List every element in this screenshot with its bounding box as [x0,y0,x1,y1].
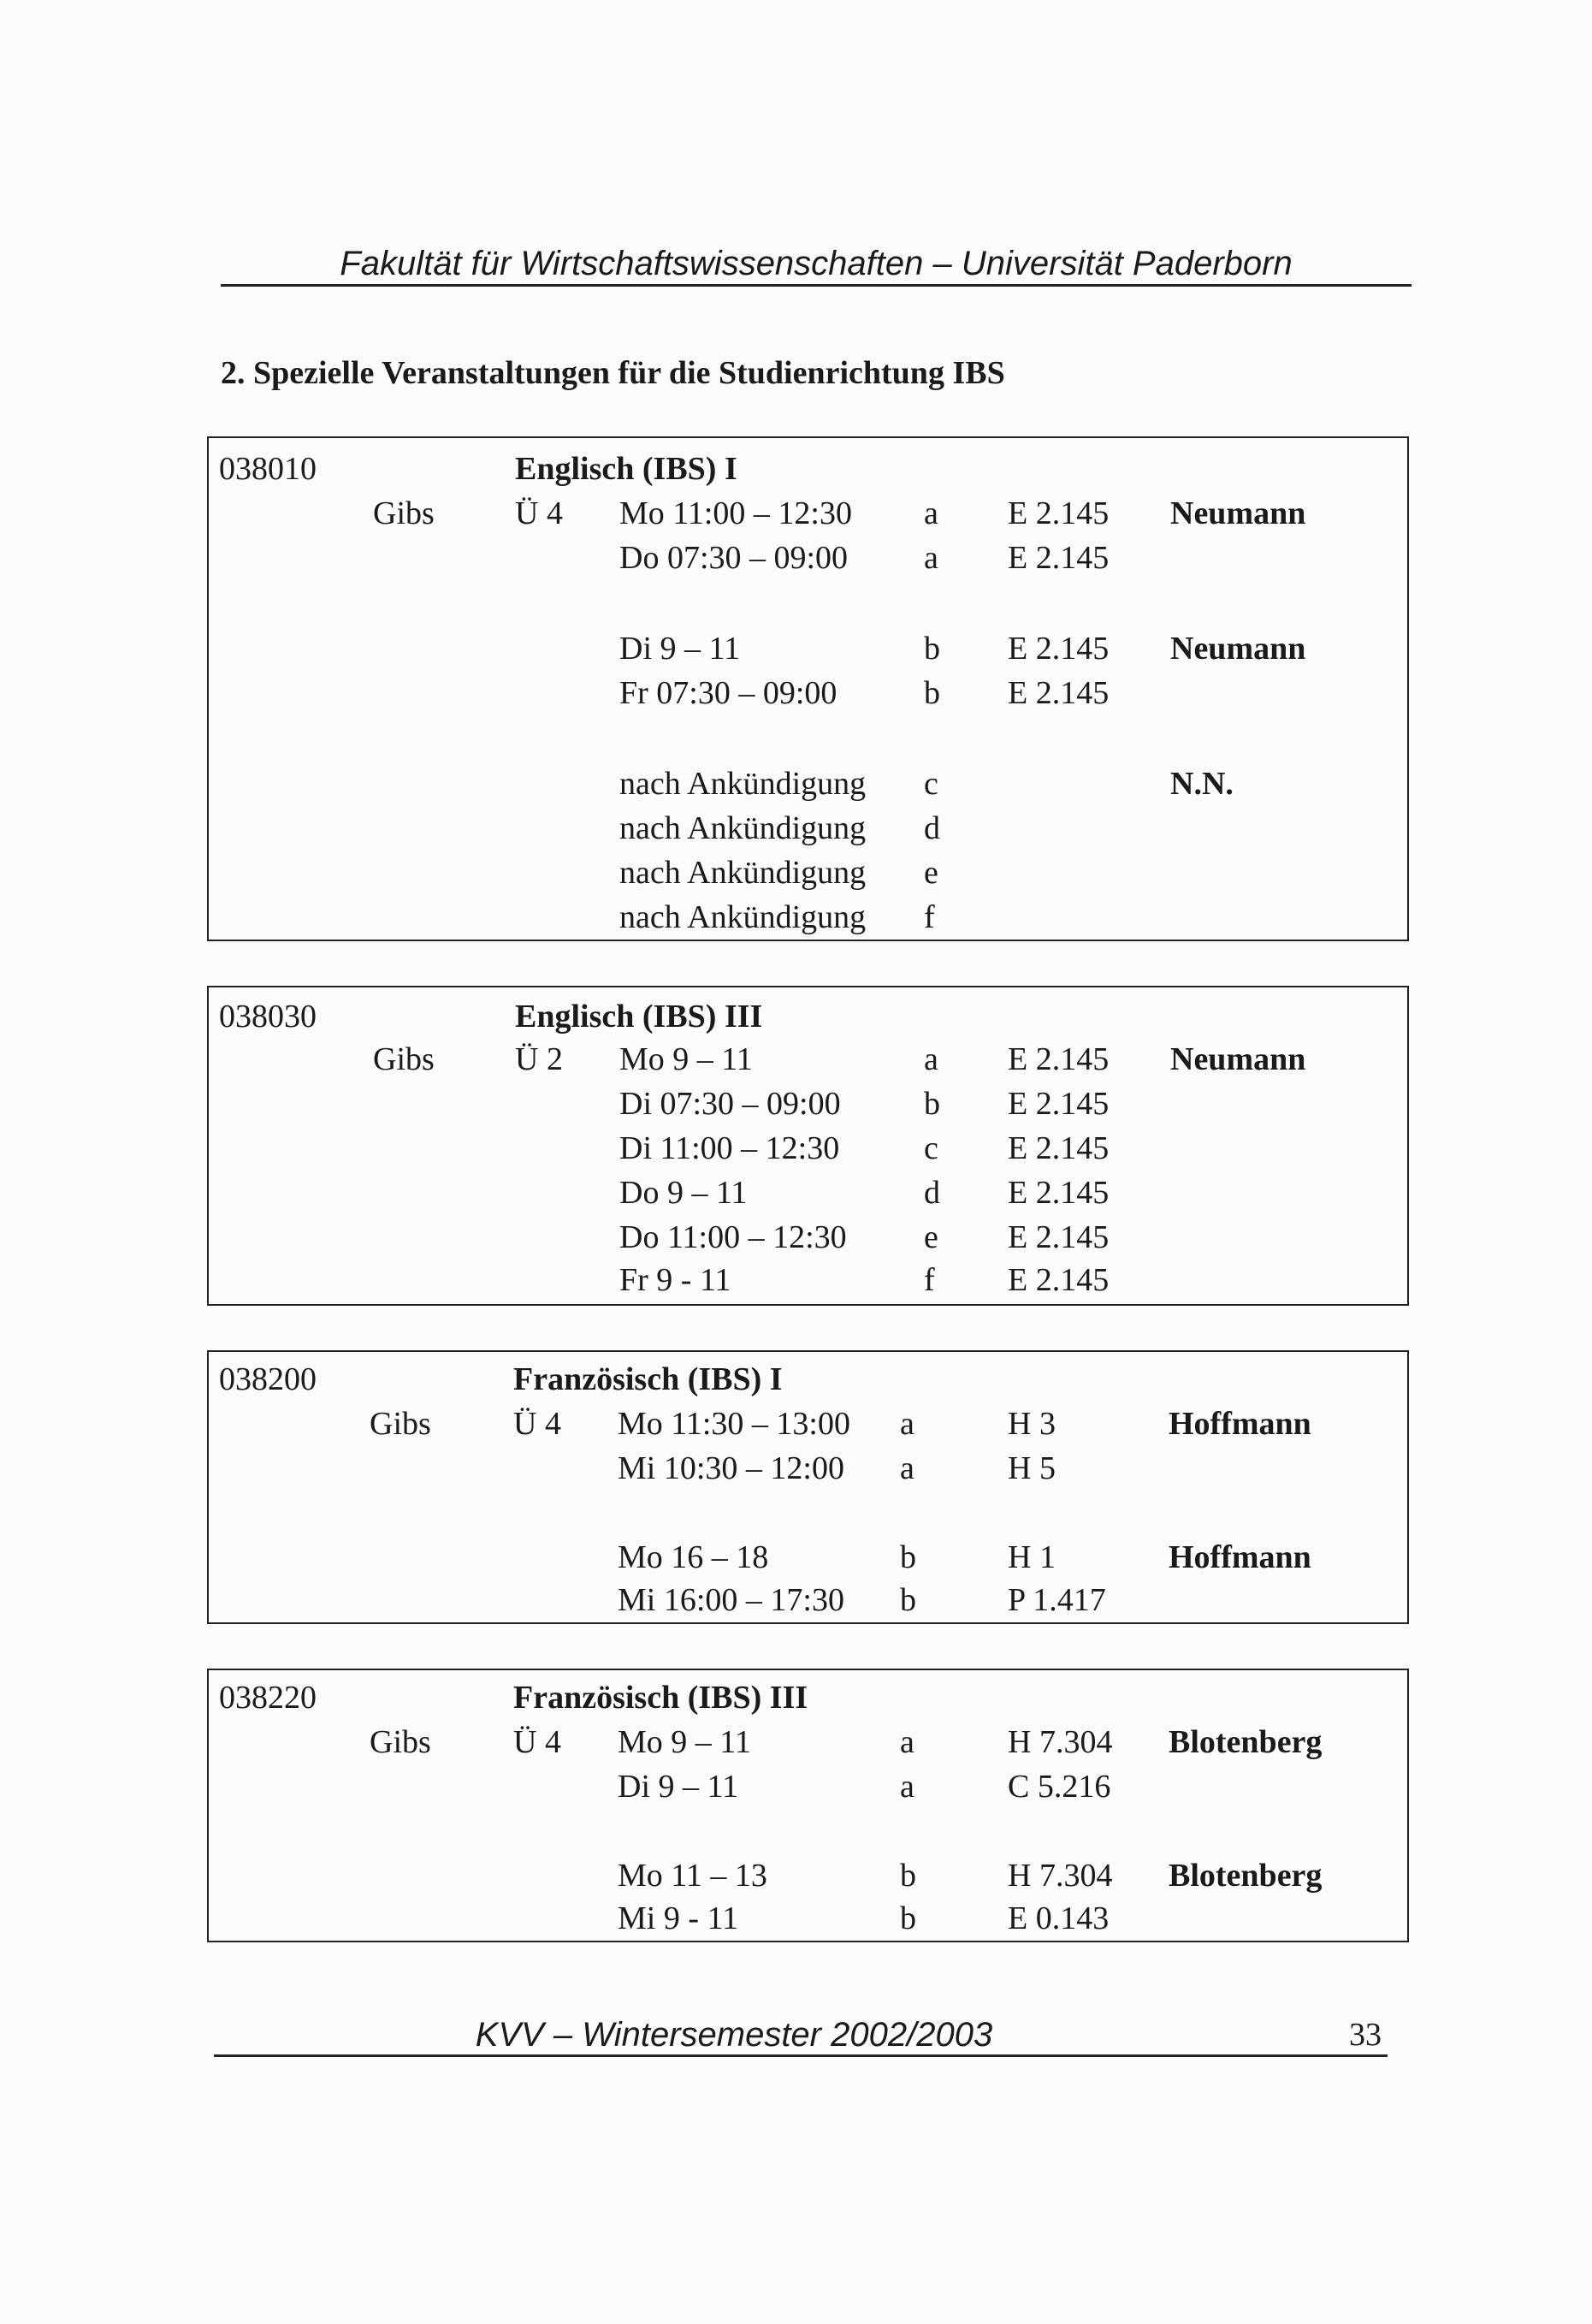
session-room: H 3 [1008,1406,1056,1442]
course-box [207,1669,1409,1942]
session-room: E 0.143 [1008,1900,1110,1936]
session-time: nach Ankündigung [619,810,867,846]
session-lecturer: Blotenberg [1169,1858,1323,1894]
session-group: c [924,766,938,802]
session-lecturer: Hoffmann [1169,1539,1311,1575]
course-type: Gibs [370,1724,431,1760]
session-room: E 2.145 [1008,1219,1110,1255]
course-sws: Ü 4 [513,1724,561,1760]
session-group: b [900,1539,916,1575]
session-lecturer: N.N. [1170,766,1234,802]
section-title: 2. Spezielle Veranstaltungen für die Studienrichtung IBS [221,355,1005,391]
session-group: b [900,1858,916,1894]
session-group: a [924,495,938,531]
course-sws: Ü 2 [515,1041,563,1077]
session-group: d [924,810,940,846]
session-group: f [924,899,935,935]
session-group: e [924,1219,938,1255]
course-sws: Ü 4 [513,1406,561,1442]
session-time: Mi 9 - 11 [618,1900,739,1936]
session-group: b [924,675,940,711]
session-group: a [924,540,938,576]
session-time: Mi 10:30 – 12:00 [618,1450,844,1486]
course-box [207,986,1409,1306]
session-time: Di 9 – 11 [618,1769,739,1805]
course-sws: Ü 4 [515,495,563,531]
course-id: 038220 [219,1680,317,1716]
session-lecturer: Hoffmann [1169,1406,1311,1442]
session-time: Di 11:00 – 12:30 [619,1130,840,1166]
session-room: E 2.145 [1008,1262,1110,1298]
session-time: nach Ankündigung [619,899,867,935]
session-lecturer: Neumann [1170,495,1306,531]
session-time: Do 11:00 – 12:30 [619,1219,847,1255]
course-title: Französisch (IBS) III [513,1680,808,1716]
session-room: P 1.417 [1008,1582,1106,1618]
session-time: Do 07:30 – 09:00 [619,540,849,576]
session-time: Do 9 – 11 [619,1175,748,1211]
session-lecturer: Blotenberg [1169,1724,1323,1760]
session-time: Fr 9 - 11 [619,1262,731,1298]
session-group: b [924,1086,940,1122]
course-box [207,1350,1409,1624]
course-type: Gibs [373,1041,435,1077]
course-id: 038030 [219,999,317,1035]
page-number: 33 [1349,2017,1382,2053]
session-time: Mo 16 – 18 [618,1539,769,1575]
course-title: Englisch (IBS) III [515,999,763,1035]
session-room: H 1 [1008,1539,1056,1575]
session-lecturer: Neumann [1170,631,1306,667]
footer-title: KVV – Wintersemester 2002/2003 [475,2016,993,2054]
session-lecturer: Neumann [1170,1041,1306,1077]
course-box [207,436,1409,941]
session-group: a [900,1724,914,1760]
session-time: Di 9 – 11 [619,631,741,667]
session-room: H 7.304 [1008,1858,1113,1894]
session-time: Di 07:30 – 09:00 [619,1086,841,1122]
session-room: E 2.145 [1008,495,1110,531]
session-time: Mo 11 – 13 [618,1858,767,1894]
page-header-title: Fakultät für Wirtschaftswissenschaften – Universität Paderborn [340,245,1293,282]
session-group: f [924,1262,935,1298]
session-group: a [900,1450,914,1486]
course-type: Gibs [370,1406,431,1442]
session-group: b [900,1582,916,1618]
session-room: E 2.145 [1008,1175,1110,1211]
session-time: nach Ankündigung [619,766,867,802]
session-room: E 2.145 [1008,631,1110,667]
session-room: H 7.304 [1008,1724,1113,1760]
session-room: E 2.145 [1008,1086,1110,1122]
session-group: a [900,1406,914,1442]
session-room: E 2.145 [1008,1041,1110,1077]
session-group: b [900,1900,916,1936]
session-group: d [924,1175,940,1211]
session-time: Mo 9 – 11 [619,1041,753,1077]
footer-rule [214,2054,1388,2057]
session-time: Mi 16:00 – 17:30 [618,1582,844,1618]
session-room: E 2.145 [1008,1130,1110,1166]
session-time: Mo 9 – 11 [618,1724,751,1760]
session-time: Mo 11:30 – 13:00 [618,1406,850,1442]
session-group: a [900,1769,914,1805]
course-type: Gibs [373,495,435,531]
session-group: e [924,855,938,891]
session-time: Mo 11:00 – 12:30 [619,495,852,531]
course-id: 038010 [219,451,317,487]
session-group: c [924,1130,938,1166]
session-room: E 2.145 [1008,675,1110,711]
header-rule [221,284,1411,287]
course-id: 038200 [219,1361,317,1397]
course-title: Englisch (IBS) I [515,451,737,487]
session-time: Fr 07:30 – 09:00 [619,675,837,711]
session-room: H 5 [1008,1450,1056,1486]
session-time: nach Ankündigung [619,855,867,891]
session-group: b [924,631,940,667]
session-room: E 2.145 [1008,540,1110,576]
session-room: C 5.216 [1008,1769,1111,1805]
course-title: Französisch (IBS) I [513,1361,783,1397]
session-group: a [924,1041,938,1077]
